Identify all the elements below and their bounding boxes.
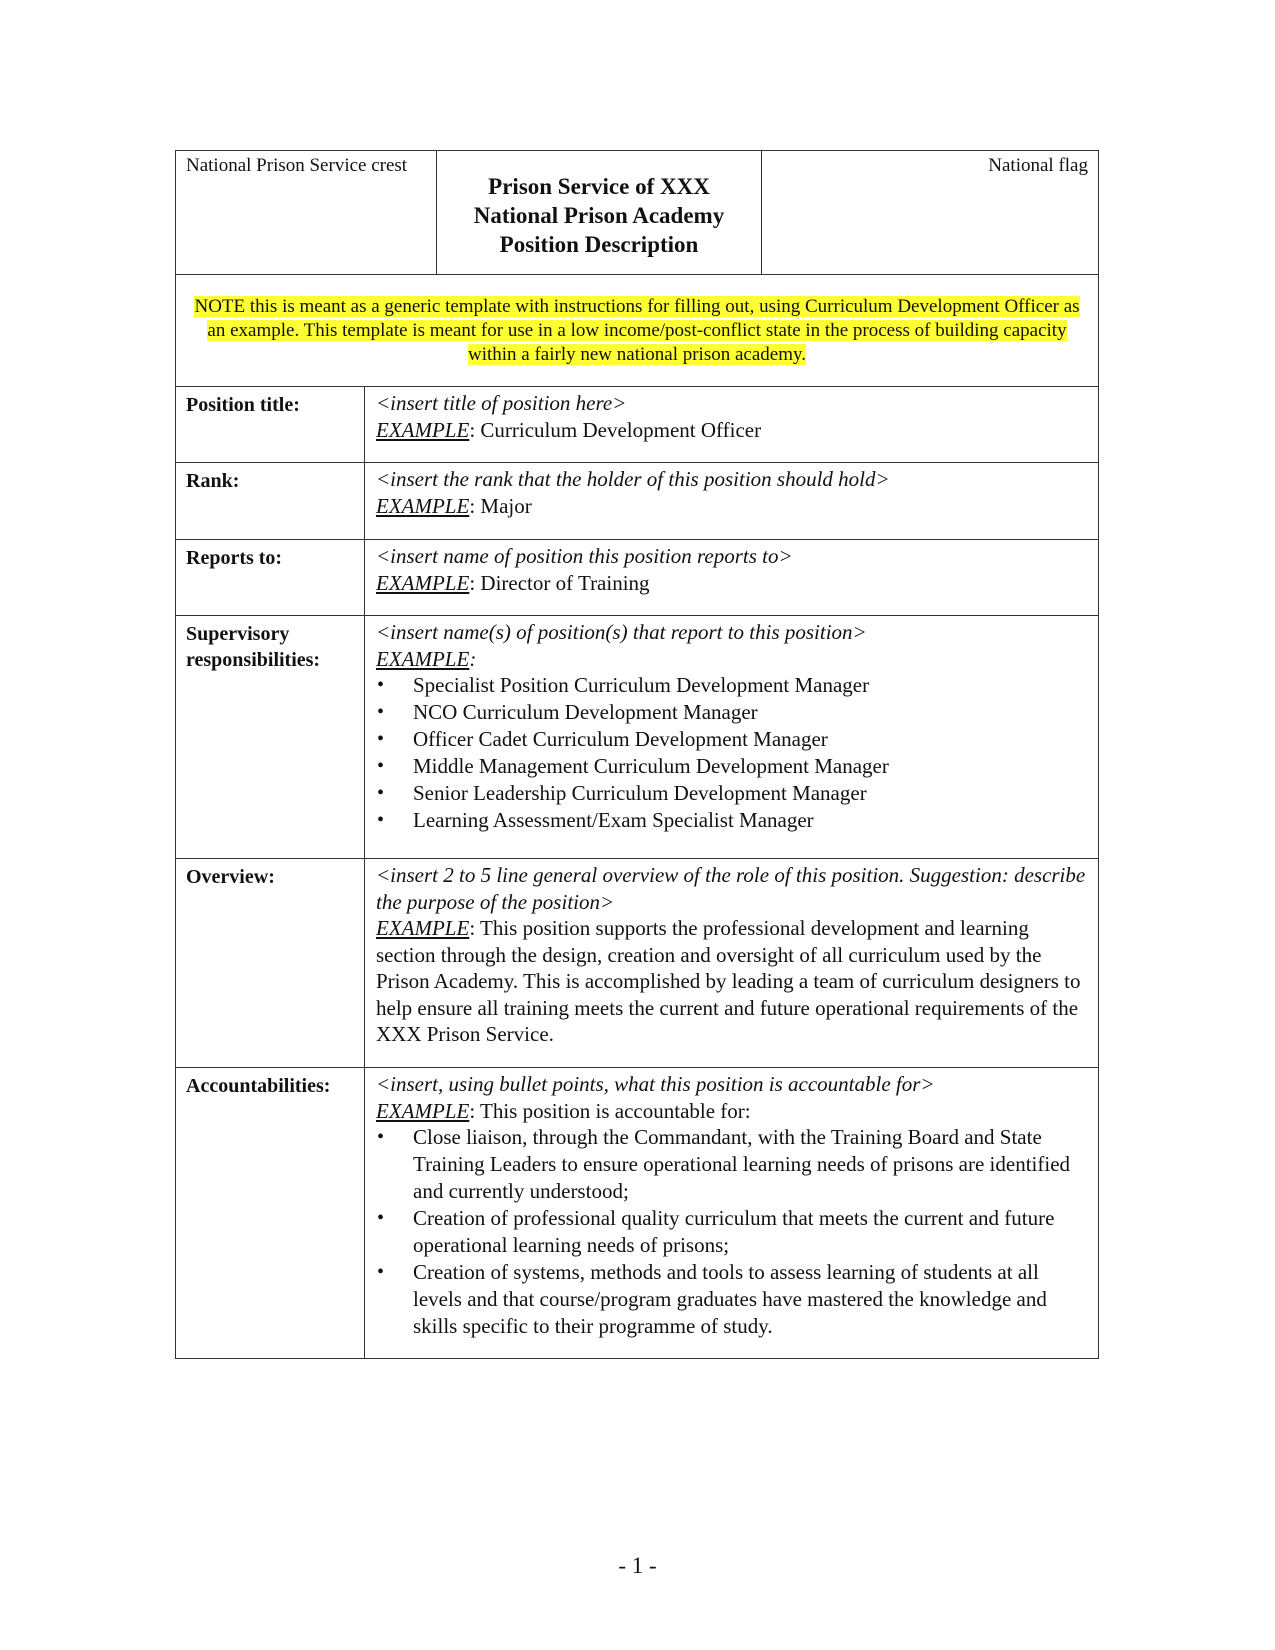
example-position-title <box>376 417 1088 444</box>
list-item: • Officer Cadet Curriculum Development Manager <box>376 726 1088 753</box>
label-overview: Overview: <box>176 859 365 1067</box>
list-item: • NCO Curriculum Development Manager <box>376 699 1088 726</box>
highlighted-note: NOTE this is meant as a generic template with instructions for filling out, using Curriculum Development Officer as an example. This template is meant for use in a low income/post-conflict state in the process of building capacity within a fairly new national prison academy. <box>194 296 1080 365</box>
list-item: • Senior Leadership Curriculum Development Manager <box>376 780 1088 807</box>
example-label: EXAMPLE <box>376 916 470 940</box>
example-supervisory <box>376 646 1088 673</box>
position-table <box>175 275 1099 1359</box>
content-overview <box>365 859 1098 1067</box>
instruction-supervisory: <insert name(s) of position(s) that report to this position> <box>376 620 867 644</box>
example-label: EXAMPLE <box>376 417 470 442</box>
supervisory-list <box>376 672 1088 834</box>
label-reports-to: Reports to: <box>176 540 365 615</box>
header-table <box>175 150 1099 275</box>
title-line-2: National Prison Academy <box>473 203 725 228</box>
title-line-3: Position Description <box>499 232 699 257</box>
instruction-rank: <insert the rank that the holder of this position should hold> <box>376 467 890 491</box>
list-item: • Learning Assessment/Exam Specialist Manager <box>376 807 1088 834</box>
page-number: - 1 - <box>618 1553 657 1578</box>
instruction-position-title: <insert title of position here> <box>376 391 627 415</box>
row-reports-to <box>176 540 1098 616</box>
example-reports-to <box>376 570 1088 597</box>
example-text: : Director of Training <box>469 570 650 595</box>
list-item: • Middle Management Curriculum Development Manager <box>376 753 1088 780</box>
label-supervisory-line-2: responsibilities: <box>186 649 321 671</box>
label-accountabilities: Accountabilities: <box>176 1068 365 1358</box>
example-accountabilities <box>376 1098 1088 1125</box>
example-overview <box>376 915 1088 1048</box>
document-title <box>437 151 762 274</box>
instruction-accountabilities: <insert, using bullet points, what this position is accountable for> <box>376 1072 935 1096</box>
example-rank <box>376 493 1088 520</box>
row-accountabilities <box>176 1068 1098 1358</box>
row-rank <box>176 463 1098 540</box>
list-item: • Close liaison, through the Commandant, with the Training Board and State Training Leaders to ensure operational learning needs of prisons are identified and currently understood; <box>376 1124 1088 1205</box>
content-rank <box>365 463 1098 539</box>
example-label: EXAMPLE <box>376 493 470 518</box>
crest-placeholder: National Prison Service crest <box>176 151 437 274</box>
instruction-reports-to: <insert name of position this position reports to> <box>376 544 793 568</box>
example-text: : <box>469 646 477 671</box>
row-overview <box>176 859 1098 1068</box>
label-supervisory <box>176 616 365 858</box>
instruction-overview: <insert 2 to 5 line general overview of the role of this position. Suggestion: describe the purpose of the position> <box>376 863 1086 914</box>
content-supervisory <box>365 616 1098 858</box>
row-supervisory <box>176 616 1098 859</box>
flag-placeholder: National flag <box>988 155 1088 176</box>
content-accountabilities <box>365 1068 1098 1358</box>
content-position-title <box>365 387 1098 462</box>
list-item: • Creation of systems, methods and tools to assess learning of students at all levels and that course/program graduates have mastered the knowledge and skills specific to their programme of study. <box>376 1259 1088 1340</box>
example-text: : Major <box>469 493 532 518</box>
example-text: : This position supports the professional development and learning section through the design, creation and oversight of all curriculum used by the Prison Academy. This is accomplished by leading a team of curriculum designers to help ensure all training meets the current and future operational requirements of the XXX Prison Service. <box>376 916 1081 1046</box>
row-position-title <box>176 387 1098 463</box>
example-label: EXAMPLE <box>376 1098 470 1123</box>
example-label: EXAMPLE <box>376 570 470 595</box>
label-rank: Rank: <box>176 463 365 539</box>
list-item: • Creation of professional quality curriculum that meets the current and future operational learning needs of prisons; <box>376 1205 1088 1259</box>
label-position-title: Position title: <box>176 387 365 462</box>
list-item: • Specialist Position Curriculum Development Manager <box>376 672 1088 699</box>
note-row <box>176 275 1098 387</box>
example-label: EXAMPLE <box>376 646 470 671</box>
example-text: : Curriculum Development Officer <box>469 417 762 442</box>
label-supervisory-line-1: Supervisory <box>186 623 290 645</box>
content-reports-to <box>365 540 1098 615</box>
accountabilities-list <box>376 1124 1088 1340</box>
example-text: : This position is accountable for: <box>469 1098 751 1123</box>
title-line-1: Prison Service of XXX <box>488 174 710 199</box>
